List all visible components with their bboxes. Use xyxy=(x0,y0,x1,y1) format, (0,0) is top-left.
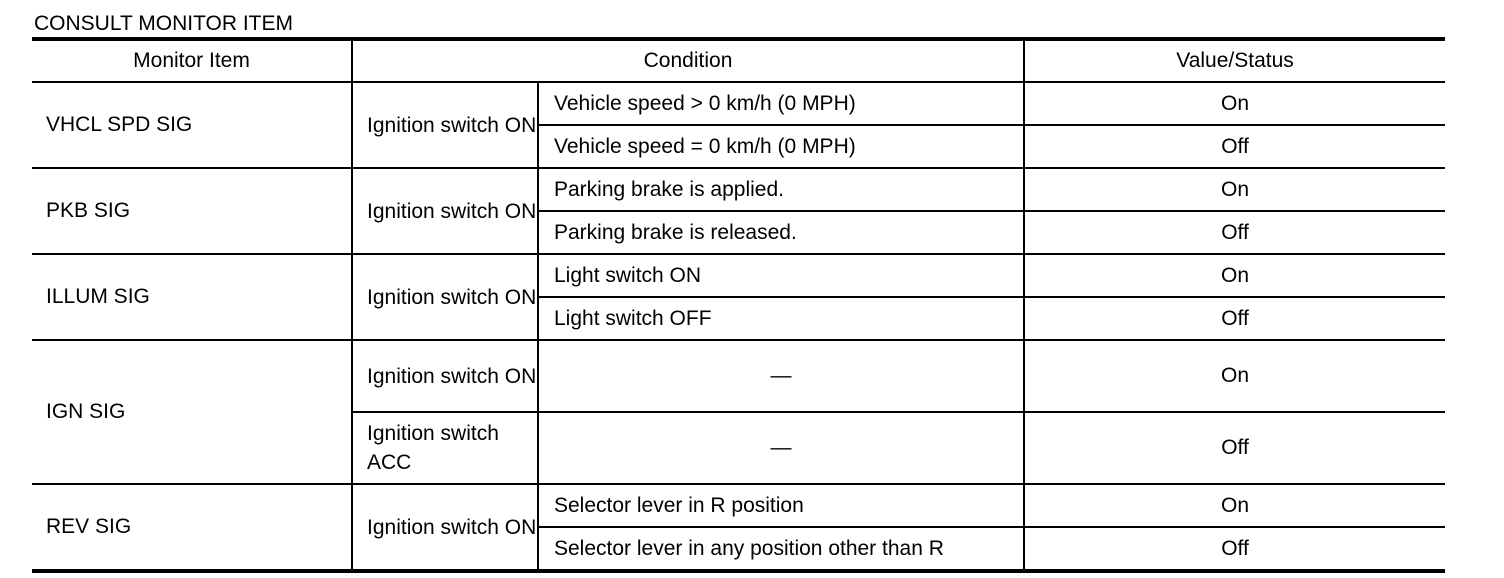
state-cell: Ignition switch ON xyxy=(352,484,538,571)
condition-cell: Light switch ON xyxy=(538,254,1024,297)
condition-cell: Selector lever in any position other than R xyxy=(538,527,1024,571)
table-row xyxy=(32,340,1445,412)
value-cell: Off xyxy=(1024,527,1445,571)
state-cell: Ignition switch ON xyxy=(352,340,538,412)
header-value-status: Value/Status xyxy=(1024,39,1445,82)
condition-cell: — xyxy=(538,340,1024,412)
table-row xyxy=(32,82,1445,125)
table-header-row xyxy=(32,39,1445,82)
value-cell: Off xyxy=(1024,211,1445,254)
value-cell: Off xyxy=(1024,297,1445,340)
monitor-item-cell: REV SIG xyxy=(32,484,352,571)
value-cell: On xyxy=(1024,340,1445,412)
condition-cell: Parking brake is applied. xyxy=(538,168,1024,211)
condition-cell: — xyxy=(538,412,1024,484)
state-cell: Ignition switch ON xyxy=(352,168,538,254)
condition-cell: Parking brake is released. xyxy=(538,211,1024,254)
condition-cell: Vehicle speed = 0 km/h (0 MPH) xyxy=(538,125,1024,168)
condition-cell: Light switch OFF xyxy=(538,297,1024,340)
value-cell: On xyxy=(1024,168,1445,211)
table-row xyxy=(32,168,1445,211)
page-title: CONSULT MONITOR ITEM xyxy=(34,12,294,35)
header-monitor-item: Monitor Item xyxy=(32,39,352,82)
table-row xyxy=(32,484,1445,527)
table-row xyxy=(32,254,1445,297)
state-cell: Ignition switch ACC xyxy=(352,412,538,484)
value-cell: On xyxy=(1024,254,1445,297)
monitor-item-cell: PKB SIG xyxy=(32,168,352,254)
value-cell: On xyxy=(1024,484,1445,527)
condition-cell: Selector lever in R position xyxy=(538,484,1024,527)
monitor-item-cell: IGN SIG xyxy=(32,340,352,484)
monitor-item-cell: VHCL SPD SIG xyxy=(32,82,352,168)
consult-monitor-table xyxy=(32,37,1445,573)
value-cell: Off xyxy=(1024,412,1445,484)
value-cell: On xyxy=(1024,82,1445,125)
state-cell: Ignition switch ON xyxy=(352,82,538,168)
monitor-item-cell: ILLUM SIG xyxy=(32,254,352,340)
condition-cell: Vehicle speed > 0 km/h (0 MPH) xyxy=(538,82,1024,125)
state-cell: Ignition switch ON xyxy=(352,254,538,340)
header-condition: Condition xyxy=(352,39,1024,82)
value-cell: Off xyxy=(1024,125,1445,168)
